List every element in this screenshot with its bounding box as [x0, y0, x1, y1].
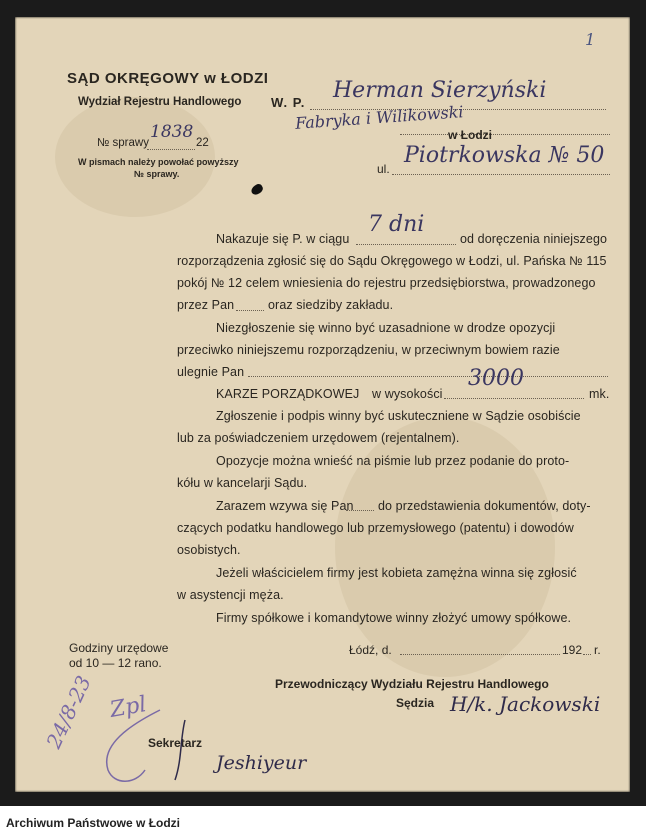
paragraph5-line1-end: do przedstawienia dokumentów, doty-	[378, 499, 591, 513]
secretary-signature-handwritten: Jeshiyeur	[216, 752, 307, 774]
reference-note-line2: № sprawy.	[134, 169, 180, 179]
paragraph6-line2: w asystencji męża.	[177, 588, 284, 602]
city-label: w Łodzi	[448, 128, 492, 142]
date-line	[400, 642, 560, 655]
date-suffix: r.	[594, 643, 601, 657]
paragraph3-line2: lub za poświadczeniem urzędowem (rejentalnem).	[177, 431, 460, 445]
blank-line	[248, 364, 608, 377]
judge-title: Sędzia	[396, 696, 435, 710]
paragraph2-line2: przeciwko niniejszemu rozporządzeniu, w przeciwnym bowiem razie	[177, 343, 560, 357]
page-number: 1	[585, 30, 596, 49]
street-prefix: ul.	[377, 162, 390, 176]
paragraph6-line1: Jeżeli właścicielem firmy jest kobieta zamężna winna się zgłosić	[216, 566, 577, 580]
amount-unit: mk.	[589, 387, 610, 401]
margin-initial-handwritten: Zpl	[108, 692, 149, 723]
paragraph1-line1-end: od doręczenia niniejszego	[460, 232, 608, 246]
addressee-firm-handwritten: Fabryka i Wilikowski	[294, 102, 465, 133]
case-label: № sprawy	[97, 137, 149, 149]
margin-pen-strokes	[90, 700, 210, 795]
reference-note-line1: W pismach należy powołać powyższy	[78, 157, 239, 167]
street-handwritten: Piotrkowska № 50	[404, 143, 605, 168]
paragraph1-line4-end: oraz siedziby zakładu.	[268, 298, 394, 312]
margin-date-handwritten: 24/8-23	[41, 671, 96, 753]
addressee-line2	[400, 130, 610, 135]
paragraph4-line1: Opozycje można wnieść na piśmie lub przez podanie do proto-	[216, 454, 570, 468]
secretary-label: Sekretarz	[148, 736, 203, 750]
department-name: Wydział Rejestru Handlowego	[78, 96, 242, 108]
date-year-line	[583, 642, 591, 655]
chairman-title: Przewodniczący Wydziału Rejestru Handlowego	[275, 677, 549, 691]
judge-signature-handwritten: H/k. Jackowski	[450, 692, 601, 716]
archive-footer	[0, 806, 646, 840]
paragraph5-line3: osobistych.	[177, 543, 241, 557]
date-year: 192	[562, 643, 583, 657]
paragraph5-line1-start: Zarazem wzywa się Pan	[216, 499, 354, 513]
paragraph2-line1: Niezgłoszenie się winno być uzasadnione w drodze opozycji	[216, 321, 556, 335]
blank-line	[236, 298, 264, 311]
addressee-name-handwritten: Herman Sierzyński	[333, 78, 547, 103]
amount-handwritten: 3000	[468, 366, 524, 391]
paragraph2-line3: ulegnie Pan	[177, 365, 245, 379]
addressee-prefix: W. P.	[271, 95, 306, 110]
office-hours-line2: od 10 — 12 rano.	[69, 656, 162, 670]
date-place: Łódź, d.	[349, 643, 392, 657]
penalty-amount-label: w wysokości	[372, 387, 443, 401]
case-year: 22	[196, 137, 209, 149]
paragraph5-line2: czących podatku handlowego lub przemysłowego (patentu) i dowodów	[177, 521, 574, 535]
blank-line	[346, 498, 374, 511]
paragraph7: Firmy spółkowe i komandytowe winny złożyć umowy spółkowe.	[216, 611, 572, 625]
paragraph1-line4-start: przez Pan	[177, 298, 235, 312]
court-name: SĄD OKRĘGOWY w ŁODZI	[67, 70, 269, 87]
paragraph3-line1: Zgłoszenie i podpis winny być uskuteczniene w Sądzie osobiście	[216, 409, 581, 423]
paragraph1-line1-start: Nakazuje się P. w ciągu	[216, 232, 350, 246]
paragraph1-line3: pokój № 12 celem wniesienia do rejestru przedsiębiorstwa, prowadzonego	[177, 276, 596, 290]
case-number-handwritten: 1838	[150, 122, 194, 142]
paragraph1-line2: rozporządzenia zgłosić się do Sądu Okręgowego w Łodzi, ul. Pańska № 115	[177, 254, 607, 268]
paragraph4-line2: kółu w kancelarji Sądu.	[177, 476, 308, 490]
days-handwritten: 7 dni	[368, 212, 425, 237]
office-hours-line1: Godziny urzędowe	[69, 641, 169, 655]
archive-label: Archiwum Państwowe w Łodzi	[6, 816, 181, 830]
penalty-label: KARZE PORZĄDKOWEJ	[216, 387, 360, 401]
